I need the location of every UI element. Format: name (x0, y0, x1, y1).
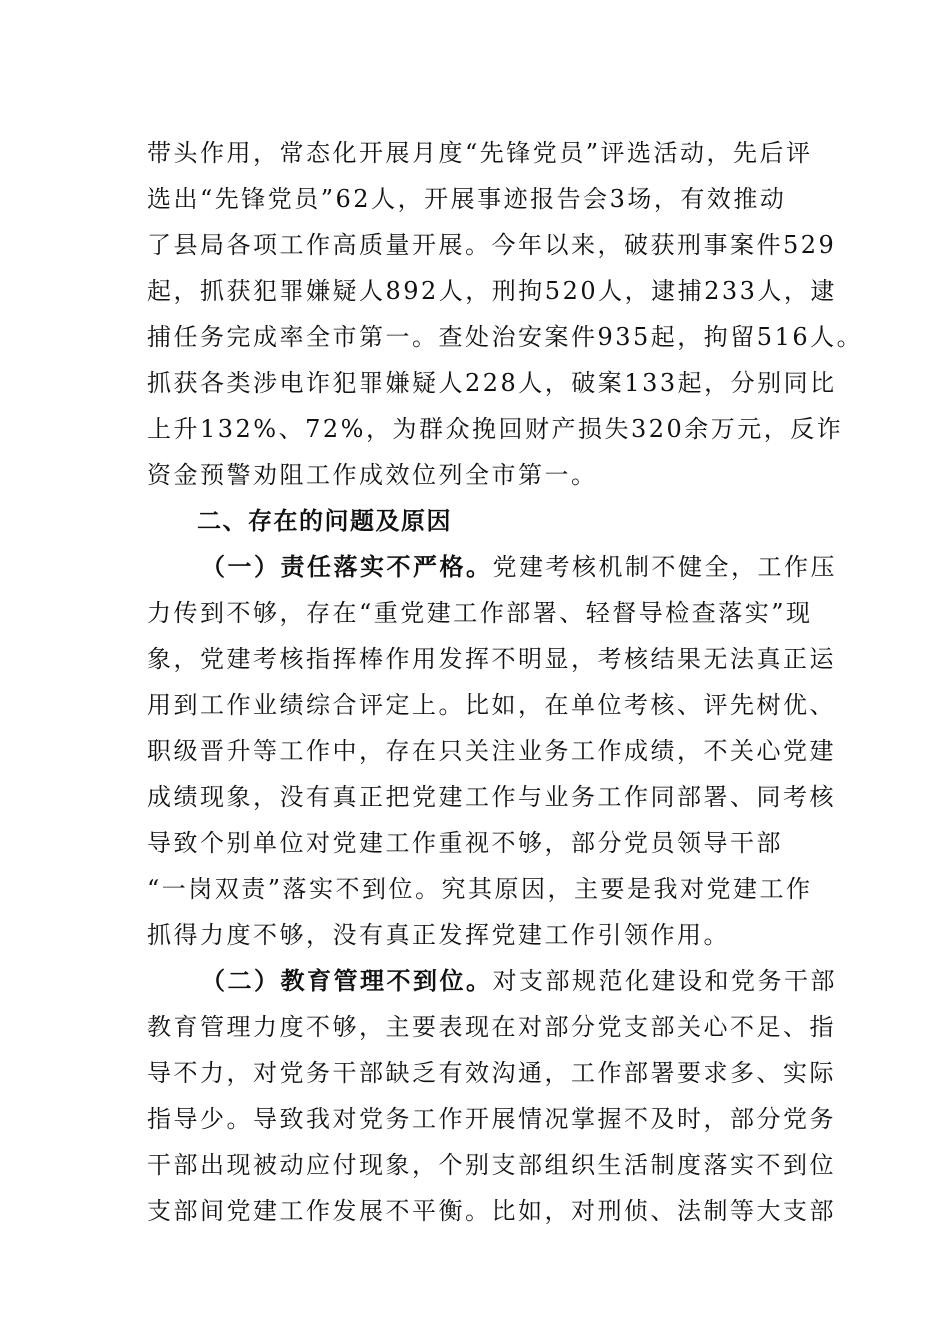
section-heading: 二、存在的问题及原因 (197, 507, 452, 535)
text-line: 抓得力度不够，没有真正发挥党建工作引领作用。 (147, 921, 730, 949)
text-line: 上升132%、72%，为群众挽回财产损失320余万元，反诈 (147, 415, 844, 443)
text-line: 捕任务完成率全市第一。查处治安案件935起，拘留516人。 (147, 323, 864, 351)
text-line: 象，党建考核指挥棒作用发挥不明显，考核结果无法真正运 (147, 645, 836, 673)
text-line: “一岗双责”落实不到位。究其原因，主要是我对党建工作 (147, 875, 813, 903)
text-line: 用到工作业绩综合评定上。比如，在单位考核、评先树优、 (147, 691, 836, 719)
document-body (147, 130, 864, 1234)
text-line: 职级晋升等工作中，存在只关注业务工作成绩，不关心党建 (147, 737, 836, 765)
text-line: 教育管理力度不够，主要表现在对部分党支部关心不足、指 (147, 1013, 836, 1041)
paragraph-issue-1 (147, 544, 837, 958)
issue-2-first-line: 对支部规范化建设和党务干部 (492, 967, 837, 995)
issue-2-title: （二）教育管理不到位。 (201, 967, 493, 995)
text-line: 选出“先锋党员”62人，开展事迹报告会3场，有效推动 (147, 185, 787, 213)
text-line: 带头作用，常态化开展月度“先锋党员”评选活动，先后评 (147, 139, 813, 167)
text-line: 导不力，对党务干部缺乏有效沟通，工作部署要求多、实际 (147, 1059, 836, 1087)
text-line: 干部出现被动应付现象，个别支部组织生活制度落实不到位 (147, 1151, 836, 1179)
text-line: 导致个别单位对党建工作重视不够，部分党员领导干部 (147, 829, 783, 857)
paragraph-work-results (147, 130, 864, 498)
text-line: 资金预警劝阻工作成效位列全市第一。 (147, 461, 598, 489)
issue-1-title: （一）责任落实不严格。 (201, 553, 493, 581)
text-line: 指导少。导致我对党务工作开展情况掌握不及时，部分党务 (147, 1105, 836, 1133)
text-line (147, 958, 837, 1004)
text-line (147, 544, 837, 590)
text-line: 成绩现象，没有真正把党建工作与业务工作同部署、同考核 (147, 783, 836, 811)
text-line: 抓获各类涉电诈犯罪嫌疑人228人，破案133起，分别同比 (147, 369, 837, 397)
text-line: 起，抓获犯罪嫌疑人892人，刑拘520人，逮捕233人，逮 (147, 277, 837, 305)
text-line: 了县局各项工作高质量开展。今年以来，破获刑事案件529 (147, 231, 837, 259)
paragraph-issue-2 (147, 958, 837, 1234)
text-line: 力传到不够，存在“重党建工作部署、轻督导检查落实”现 (147, 599, 813, 627)
text-line: 支部间党建工作发展不平衡。比如，对刑侦、法制等大支部 (147, 1197, 836, 1225)
issue-1-first-line: 党建考核机制不健全，工作压 (492, 553, 837, 581)
